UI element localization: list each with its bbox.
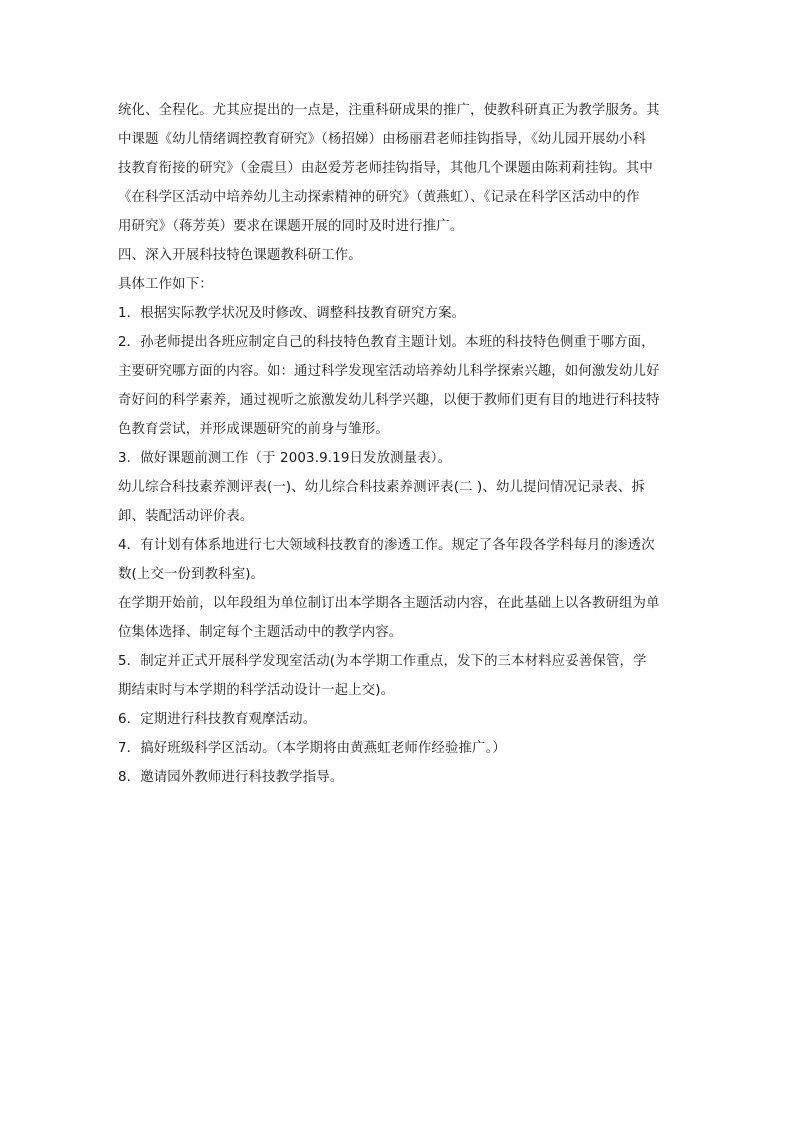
- text-line: 色教育尝试，并形成课题研究的前身与雏形。: [118, 422, 389, 437]
- text-line: 位集体选择、制定每个主题活动中的教学内容。: [118, 625, 403, 640]
- text-line: 用研究》（蒋芳英）要求在课题开展的同时及时进行推广。: [118, 219, 464, 234]
- list-item: 6．定期进行科技教育观摩活动。: [118, 712, 317, 727]
- text-line: 奇好问的科学素养，通过视听之旅激发幼儿科学兴趣，以便于教师们更有目的地进行科技特: [118, 393, 660, 408]
- text-line: 统化、全程化。尤其应提出的一点是，注重科研成果的推广，使教科研真正为教学服务。其: [118, 103, 660, 118]
- list-item: 5．制定并正式开展科学发现室活动(为本学期工作重点，发下的三本材料应妥善保管，学: [118, 654, 647, 669]
- list-item: 7．搞好班级科学区活动。（本学期将由黄燕虹老师作经验推广。）: [118, 741, 506, 756]
- list-item: 2．孙老师提出各班应制定自己的科技特色教育主题计划。本班的科技特色侧重于哪方面，: [118, 335, 655, 350]
- list-item: 4．有计划有体系地进行七大领域科技教育的渗透工作。规定了各年段各学科每月的渗透次: [118, 538, 655, 553]
- list-item: 3．做好课题前测工作（于 2003.9.19日发放测量表）。: [118, 451, 452, 466]
- text-line: 幼儿综合科技素养测评表(一)、幼儿综合科技素养测评表(二 )、幼儿提问情况记录表、拆: [118, 480, 645, 495]
- section-heading: 四、深入开展科技特色课题教科研工作。: [118, 248, 362, 263]
- text-line: 中课题《幼儿情绪调控教育研究》（杨招娣）由杨丽君老师挂钩指导，《幼儿园开展幼小科: [118, 132, 647, 147]
- text-line: 具体工作如下：: [118, 277, 213, 292]
- text-line: 主要研究哪方面的内容。如：通过科学发现室活动培养幼儿科学探索兴趣，如何激发幼儿好: [118, 364, 660, 379]
- text-line: 《在科学区活动中培养幼儿主动探索精神的研究》（黄燕虹）、《记录在科学区活动中的作: [118, 190, 640, 205]
- text-line: 在学期开始前，以年段组为单位制订出本学期各主题活动内容，在此基础上以各教研组为单: [118, 596, 660, 611]
- document-body: [118, 96, 684, 792]
- text-line: 数(上交一份到教科室)。: [118, 567, 265, 582]
- list-item: 1．根据实际教学状况及时修改、调整科技教育研究方案。: [118, 306, 466, 321]
- text-line: 技教育衔接的研究》（金震旦）由赵爱芳老师挂钩指导，其他几个课题由陈莉莉挂钩。其中: [118, 161, 653, 176]
- text-line: 卸、装配活动评价表。: [118, 509, 254, 524]
- text-line: 期结束时与本学期的科学活动设计一起上交)。: [118, 683, 395, 698]
- list-item: 8．邀请园外教师进行科技教学指导。: [118, 770, 344, 785]
